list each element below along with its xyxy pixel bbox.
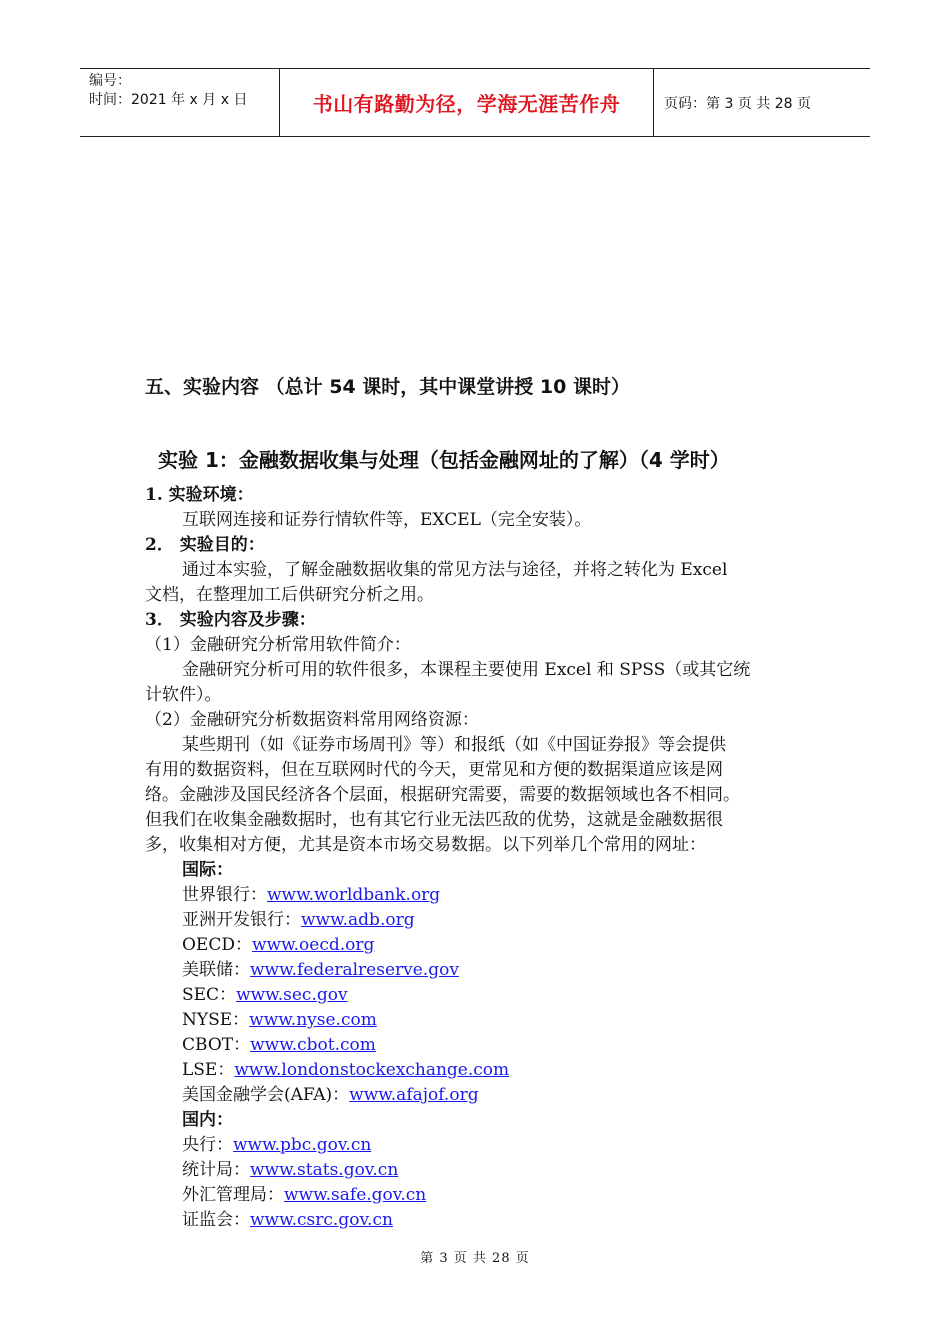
site-link[interactable]: www.federalreserve.gov [250,960,459,980]
site-name: 央行： [182,1135,233,1155]
site-name: SEC： [182,985,237,1005]
document-body [145,483,835,1233]
site-link[interactable]: www.stats.gov.cn [250,1160,399,1180]
site-item [145,1083,835,1108]
site-item [145,983,835,1008]
site-name: CBOT： [182,1035,251,1055]
site-item [145,1208,835,1233]
date-label: 时间：2021 年 x 月 x 日 [89,92,248,108]
site-item [145,1158,835,1183]
header-meta-cell [80,69,280,136]
site-link[interactable]: www.oecd.org [251,935,375,955]
page-footer: 第 3 页 共 28 页 [420,1251,530,1266]
site-item [145,958,835,983]
step1-heading: （1）金融研究分析常用软件简介： [145,635,411,655]
number-label: 编号： [89,73,131,89]
site-link[interactable]: www.pbc.gov.cn [233,1135,372,1155]
site-item [145,908,835,933]
env-heading: 1. 实验环境： [145,485,254,505]
step1-line: 计软件）。 [145,685,222,705]
steps-heading: 3． 实验内容及步骤： [145,610,316,630]
site-link[interactable]: www.safe.gov.cn [284,1185,427,1205]
step2-line: 某些期刊（如《证券市场周刊》等）和报纸（如《中国证券报》等会提供 [182,735,726,755]
step2-line: 络。金融涉及国民经济各个层面，根据研究需要，需要的数据领域也各不相同。 [145,785,740,805]
site-item [145,933,835,958]
header-page-code: 页码：第 3 页 共 28 页 [664,95,811,112]
site-item [145,1033,835,1058]
site-name: 证监会： [182,1210,250,1230]
site-name: 美国金融学会(AFA)： [182,1085,350,1105]
international-heading: 国际： [182,860,233,880]
site-name: 统计局： [182,1160,250,1180]
step2-line: 有用的数据资料，但在互联网时代的今天，更常见和方便的数据渠道应该是网 [145,760,723,780]
purpose-line: 文档，在整理加工后供研究分析之用。 [145,585,434,605]
domestic-heading: 国内： [182,1110,233,1130]
site-name: OECD： [182,935,252,955]
site-item [145,1133,835,1158]
step1-line: 金融研究分析可用的软件很多，本课程主要使用 Excel 和 SPSS（或其它统 [182,660,751,680]
site-name: 外汇管理局： [182,1185,284,1205]
section-title: 五、实验内容 （总计 54 课时，其中课堂讲授 10 课时） [145,376,630,398]
site-name: 美联储： [182,960,250,980]
site-link[interactable]: www.adb.org [301,910,415,930]
header-motto: 书山有路勤为径，学海无涯苦作舟 [280,69,654,136]
site-item [145,883,835,908]
site-link[interactable]: www.sec.gov [236,985,348,1005]
site-link[interactable]: www.afajof.org [349,1085,479,1105]
step2-line: 但我们在收集金融数据时，也有其它行业无法匹敌的优势，这就是金融数据很 [145,810,723,830]
page-header [80,68,870,137]
site-name: LSE： [182,1060,235,1080]
step2-heading: （2）金融研究分析数据资料常用网络资源： [145,710,479,730]
site-name: NYSE： [182,1010,250,1030]
site-link[interactable]: www.worldbank.org [267,885,441,905]
site-link[interactable]: www.londonstockexchange.com [234,1060,510,1080]
step2-line: 多，收集相对方便，尤其是资本市场交易数据。以下列举几个常用的网址： [145,835,706,855]
env-text: 互联网连接和证券行情软件等，EXCEL（完全安装）。 [182,510,592,530]
site-link[interactable]: www.nyse.com [249,1010,377,1030]
site-name: 亚洲开发银行： [182,910,301,930]
site-item [145,1008,835,1033]
site-item [145,1183,835,1208]
purpose-heading: 2． 实验目的： [145,535,265,555]
site-name: 世界银行： [182,885,267,905]
site-link[interactable]: www.cbot.com [250,1035,376,1055]
site-item [145,1058,835,1083]
site-link[interactable]: www.csrc.gov.cn [250,1210,393,1230]
experiment-title: 实验 1：金融数据收集与处理（包括金融网址的了解）（4 学时） [158,448,730,472]
purpose-line: 通过本实验，了解金融数据收集的常见方法与途径，并将之转化为 Excel [182,560,728,580]
